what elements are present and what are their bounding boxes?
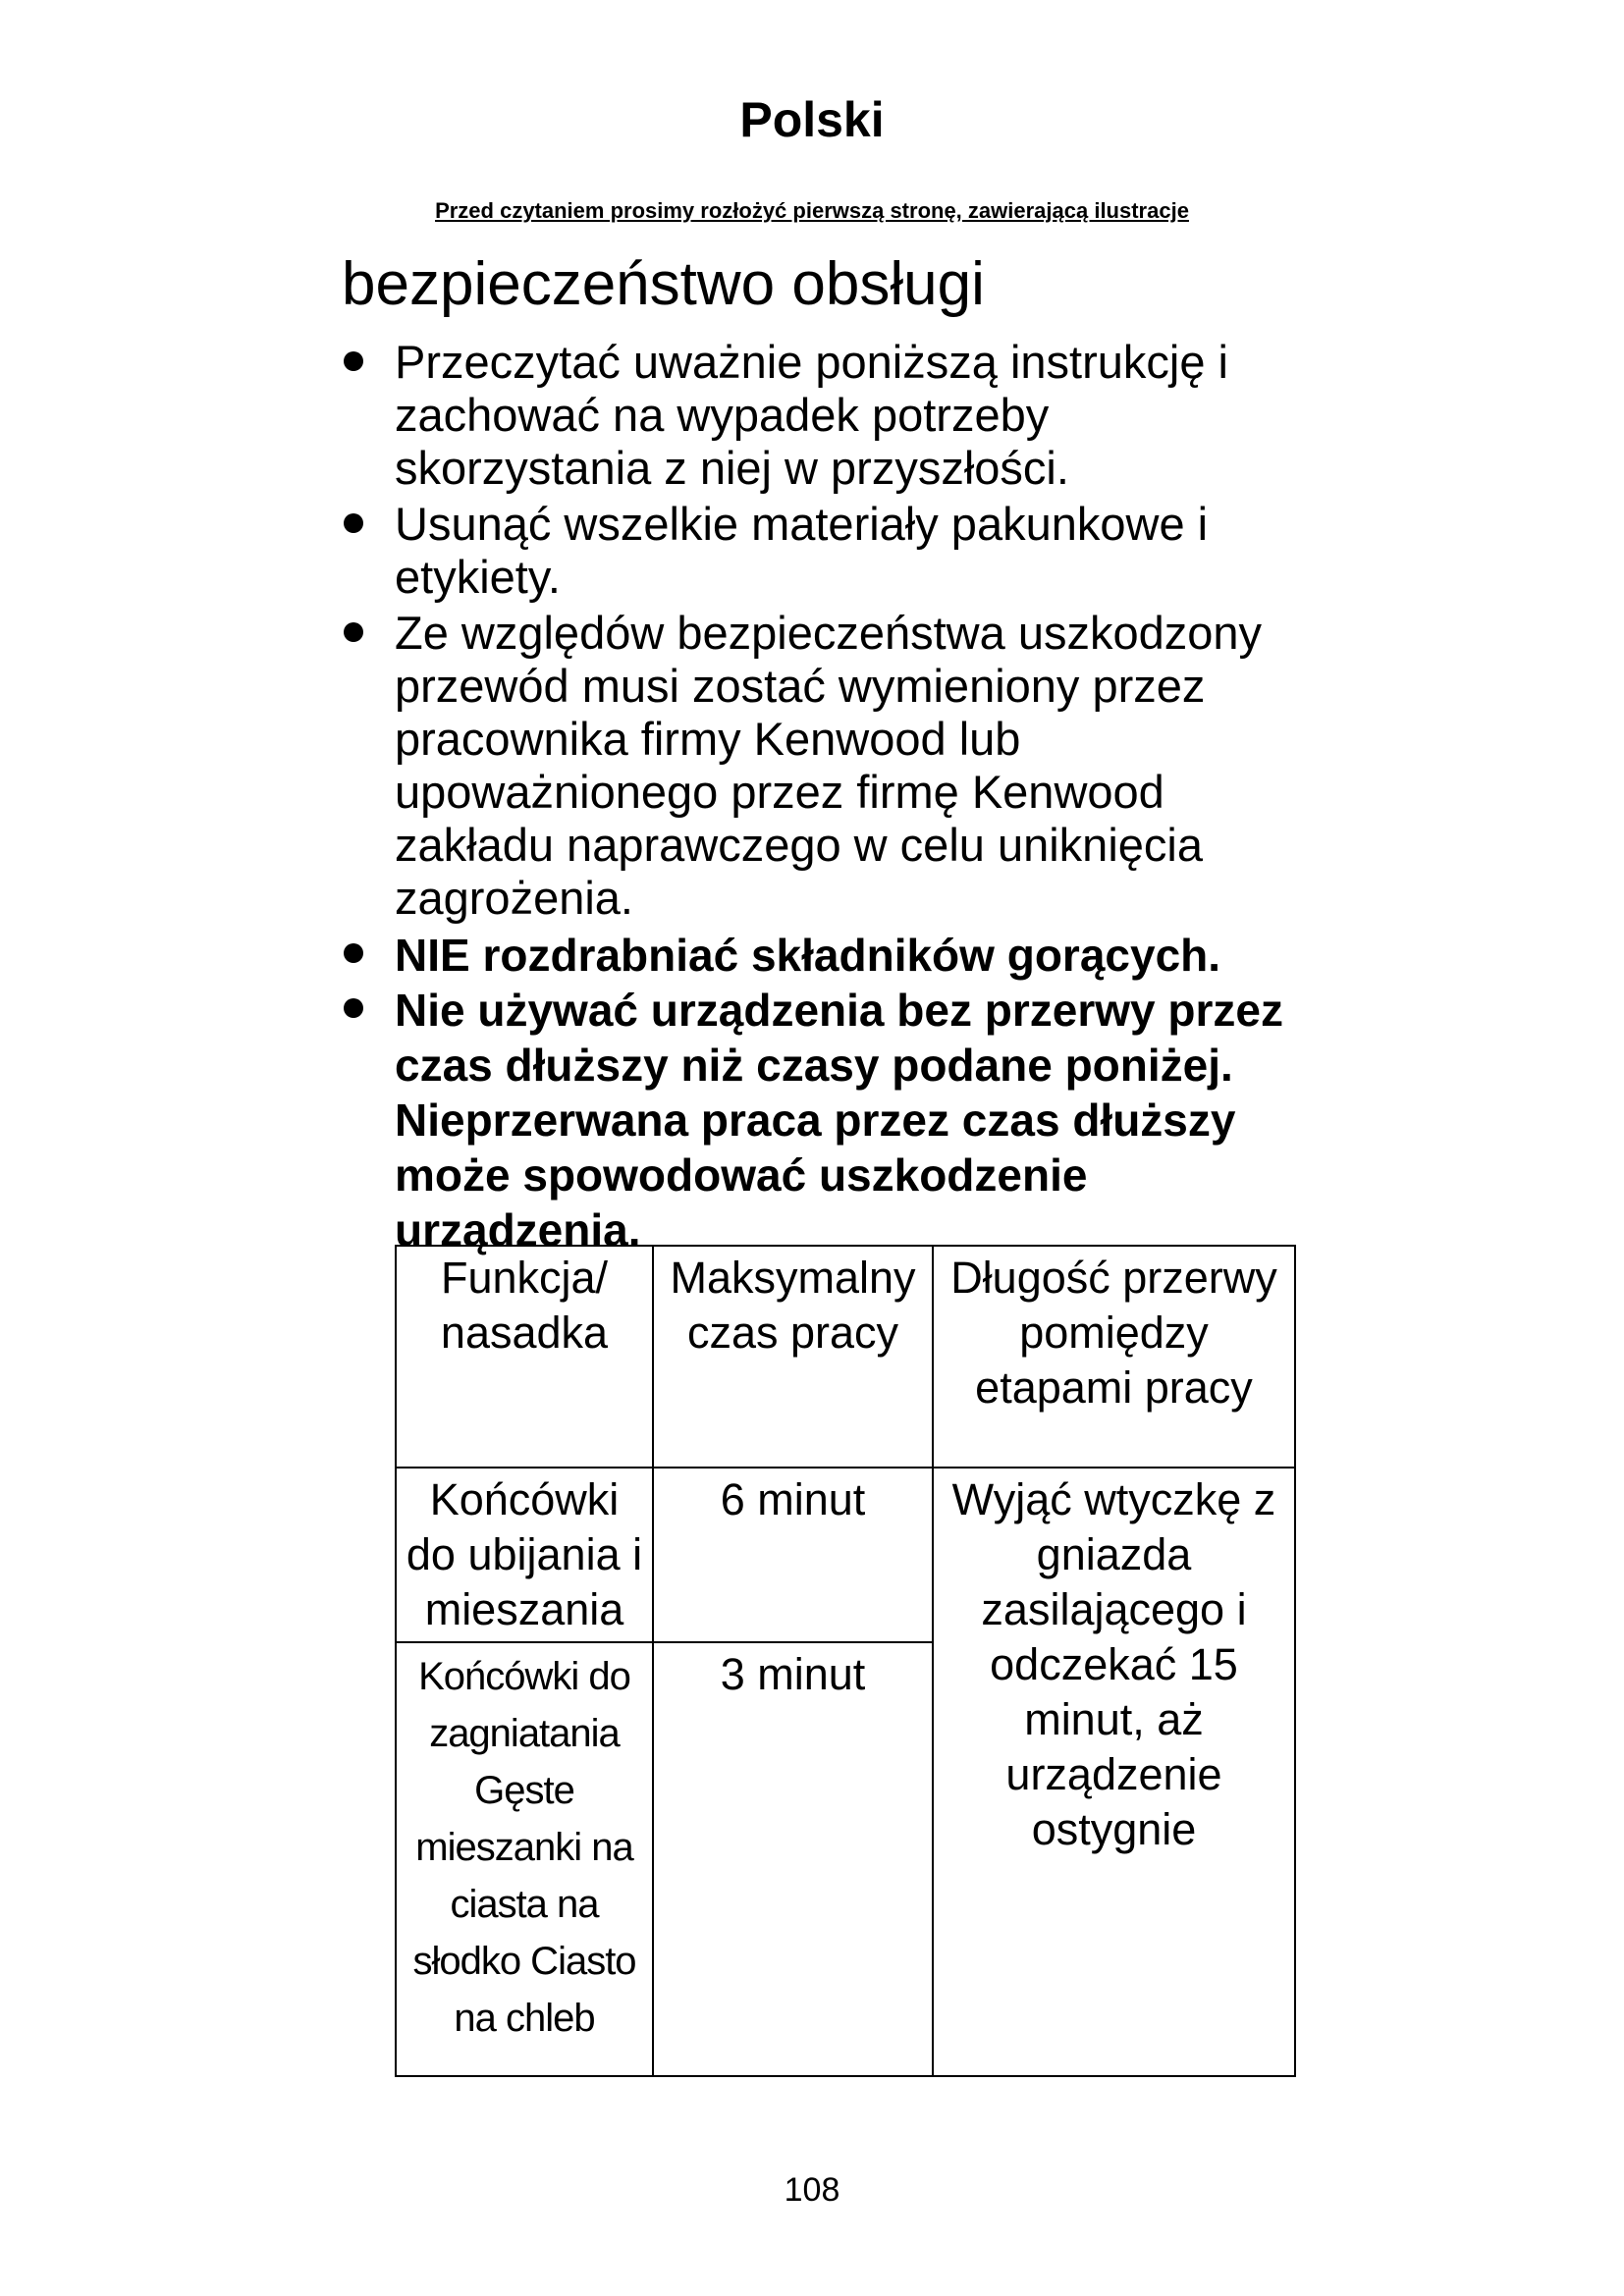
bullet-icon (344, 943, 363, 963)
list-item (334, 498, 1316, 604)
header-function: Funkcja/ nasadka (396, 1246, 653, 1468)
page-number: 108 (784, 2171, 840, 2209)
row-function: Końcówki do ubijania i mieszania (396, 1468, 653, 1642)
bullet-icon (344, 622, 363, 642)
list-item (334, 928, 1316, 983)
row-function-text: Końcówki do zagniatania Gęste mieszanki na ciasta na słodko Ciasto na chleb (412, 1655, 636, 2040)
bullet-icon (344, 998, 363, 1018)
list-item (334, 336, 1316, 495)
pause-instruction: Wyjąć wtyczkę z gniazda zasilającego i odczekać 15 minut, aż urządzenie ostygnie (933, 1468, 1295, 2076)
header-max-time: Maksymalny czas pracy (653, 1246, 933, 1468)
table-header-row (396, 1246, 1295, 1468)
row-time: 6 minut (653, 1468, 933, 1642)
list-item-text: Ze względów bezpieczeństwa uszkodzony przewód musi zostać wymieniony przez pracownika firmy Kenwood lub upoważnionego przez firmę Kenwood zakładu naprawczego w celu uniknięcia zagrożenia. (395, 607, 1263, 924)
section-heading: bezpieczeństwo obsługi (342, 250, 985, 318)
list-item-text: Usunąć wszelkie materiały pakunkowe i etykiety. (395, 498, 1209, 603)
list-item (334, 983, 1316, 1257)
table-row (396, 1468, 1295, 1642)
illustration-notice: Przed czytaniem prosimy rozłożyć pierwszą stronę, zawierającą ilustracje (435, 198, 1189, 223)
header-pause: Długość przerwy pomiędzy etapami pracy (933, 1246, 1295, 1468)
list-item-text: NIE rozdrabniać składników gorących. (395, 930, 1221, 981)
bullet-icon (344, 351, 363, 371)
row-function (396, 1642, 653, 2076)
safety-list (334, 336, 1316, 1257)
list-item-text: Nie używać urządzenia bez przerwy przez czas dłuższy niż czasy podane poniżej. Nieprzerwana praca przez czas dłuższy może spowodować uszkodzenie urządzenia. (395, 985, 1283, 1255)
bullet-icon (344, 513, 363, 533)
usage-time-table (395, 1245, 1296, 2077)
row-time: 3 minut (653, 1642, 933, 2076)
page-title: Polski (739, 92, 885, 147)
list-item-text: Przeczytać uważnie poniższą instrukcję i zachować na wypadek potrzeby skorzystania z niej w przyszłości. (395, 336, 1228, 494)
list-item (334, 607, 1316, 925)
